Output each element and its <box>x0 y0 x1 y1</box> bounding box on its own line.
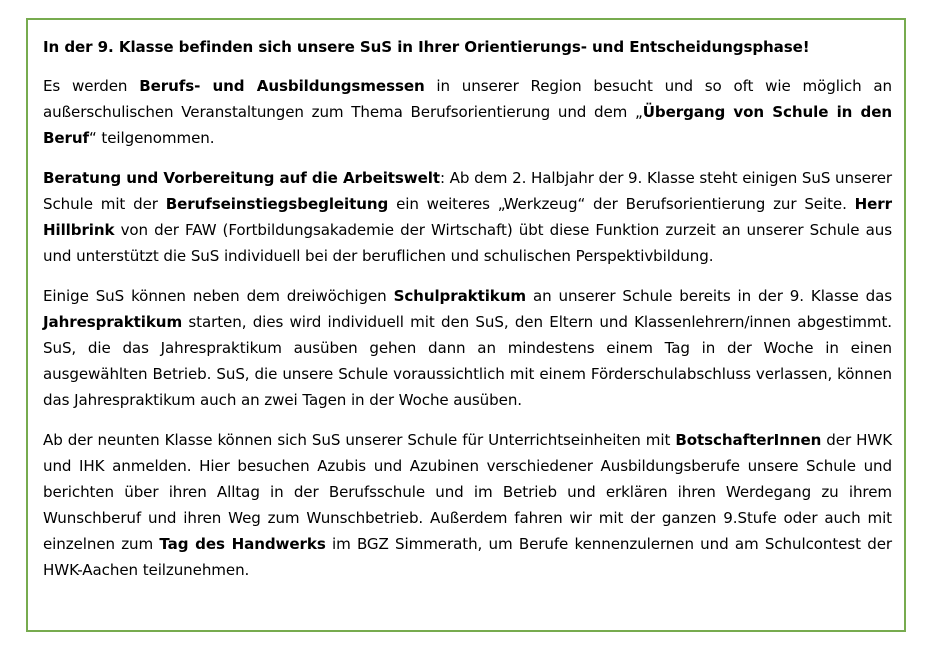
text-run: von der FAW (Fortbildungsakademie der Wirtschaft) übt diese Funktion zurzeit an unserer Schule aus und unterstützt die SuS individuell bei der beruflichen und schulischen Perspektivbildung. <box>43 221 892 265</box>
bold-text: Jahrespraktikum <box>43 313 183 331</box>
paragraph-botschafter <box>43 427 892 583</box>
bold-text: BotschafterInnen <box>675 431 822 449</box>
text-frame <box>26 18 906 632</box>
bold-text: Berufseinstiegsbegleitung <box>165 195 389 213</box>
bold-text: Übergang von Schule in den Beruf <box>43 103 892 147</box>
text-run: in unserer Region besucht und so oft wie möglich an außerschulischen Veranstaltungen zum Thema Berufsorientierung und dem „ <box>43 77 892 121</box>
text-run: Einige SuS können neben dem dreiwöchigen <box>43 287 394 305</box>
text-run: der HWK und IHK anmelden. Hier besuchen Azubis und Azubinen verschiedener Ausbildungsberufe unsere Schule und berichten über ihren Alltag in der Berufsschule und im Betrieb und erklären ihren Werdegang zu ihrem Wunschberuf und ihren Weg zum Wunschbetrieb. Außerdem fahren wir mit der ganzen 9.Stufe oder auch mit einzelnen zum <box>43 431 892 553</box>
document-content <box>43 34 892 597</box>
bold-text: Berufs- und Ausbildungsmessen <box>139 77 425 95</box>
paragraph-messen <box>43 73 892 151</box>
paragraph-praktikum <box>43 283 892 413</box>
text-run: im BGZ Simmerath, um Berufe kennenzulernen und am Schulcontest der HWK-Aachen teilzunehmen. <box>43 535 892 579</box>
paragraph-beratung <box>43 165 892 269</box>
bold-text: Herr Hillbrink <box>43 195 892 239</box>
bold-text: Beratung und Vorbereitung auf die Arbeitswelt <box>43 169 440 187</box>
text-run: Ab der neunten Klasse können sich SuS unserer Schule für Unterrichtseinheiten mit <box>43 431 676 449</box>
bold-text: Tag des Handwerks <box>159 535 326 553</box>
text-run: starten, dies wird individuell mit den SuS, den Eltern und Klassenlehrern/innen abgestimmt. SuS, die das Jahrespraktikum ausüben gehen dann an mindestens einem Tag in der Woche in einen ausgewählten Betrieb. SuS, die unsere Schule voraussichtlich mit einem Förderschulabschluss verlassen, können das Jahrespraktikum auch an zwei Tagen in der Woche ausüben. <box>43 313 892 409</box>
text-run: : Ab dem 2. Halbjahr der 9. Klasse steht einigen SuS unserer Schule mit der <box>43 169 892 213</box>
text-run: “ teilgenommen. <box>89 129 215 147</box>
text-run: ein weiteres „Werkzeug“ der Berufsorientierung zur Seite. <box>388 195 855 213</box>
text-run: an unserer Schule bereits in der 9. Klasse das <box>526 287 892 305</box>
text-run: Es werden <box>43 77 140 95</box>
bold-text: Schulpraktikum <box>393 287 527 305</box>
section-heading: In der 9. Klasse befinden sich unsere SuS in Ihrer Orientierungs- und Entscheidungsphase! <box>43 38 810 56</box>
